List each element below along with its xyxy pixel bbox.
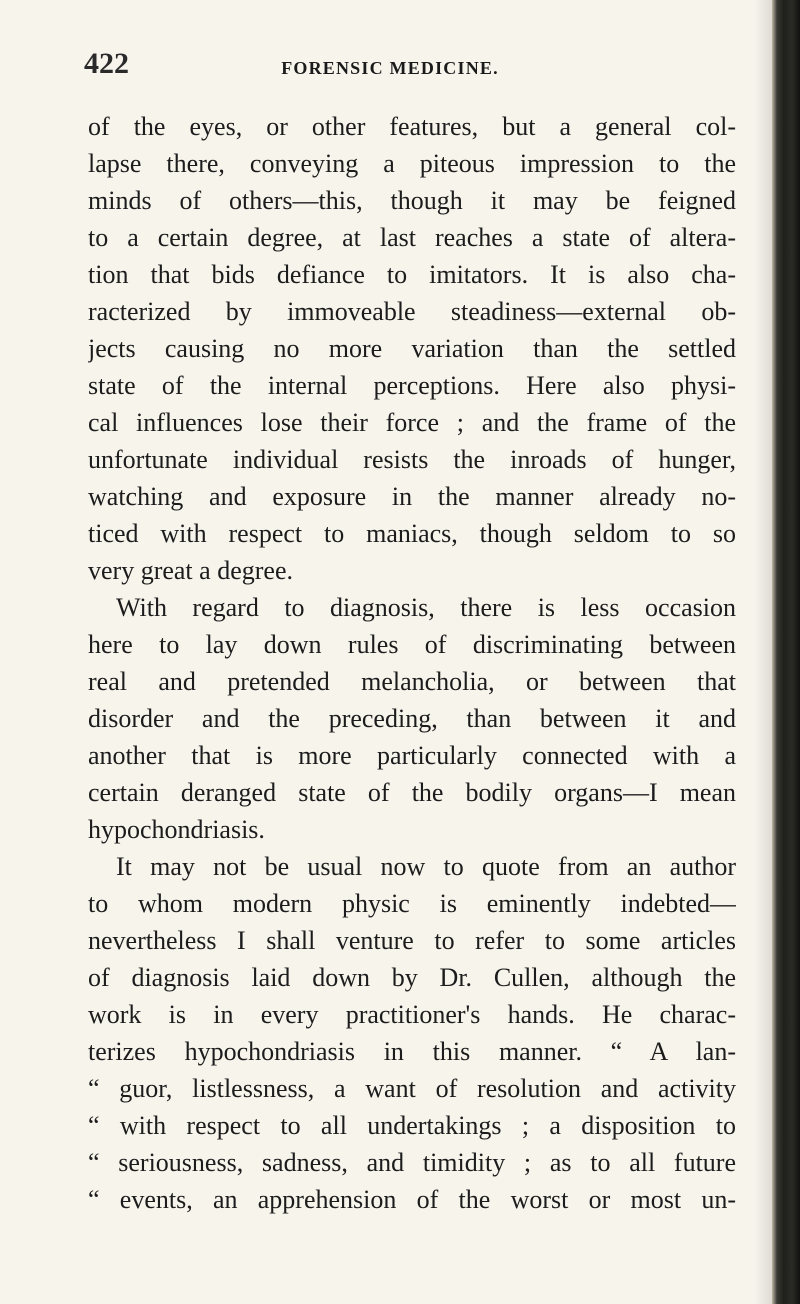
page-fold-shadow xyxy=(754,0,772,1304)
text-line: “ seriousness, sadness, and timidity ; as to all future xyxy=(88,1148,736,1177)
text-line: “ guor, listlessness, a want of resolution and activity xyxy=(88,1074,736,1103)
running-head: FORENSIC MEDICINE. xyxy=(281,58,499,78)
page-number: 422 xyxy=(84,47,129,80)
text-line: real and pretended melancholia, or between that xyxy=(88,667,736,696)
binding-edge xyxy=(772,0,800,1304)
text-line: very great a degree. xyxy=(88,556,293,585)
text-line: here to lay down rules of discriminating between xyxy=(88,630,736,659)
text-line: of diagnosis laid down by Dr. Cullen, although the xyxy=(88,963,736,992)
text-line: racterized by immoveable steadiness—external ob- xyxy=(88,297,736,326)
text-line: to a certain degree, at last reaches a state of altera- xyxy=(88,223,736,252)
text-line: minds of others—this, though it may be feigned xyxy=(88,186,736,215)
text-line: “ events, an apprehension of the worst or most un- xyxy=(88,1185,736,1214)
text-line: disorder and the preceding, than between it and xyxy=(88,704,736,733)
text-line: ticed with respect to maniacs, though seldom to so xyxy=(88,519,736,548)
text-line: hypochondriasis. xyxy=(88,815,265,844)
text-line: cal influences lose their force ; and the frame of the xyxy=(88,408,736,437)
text-line: It may not be usual now to quote from an author xyxy=(116,852,736,881)
text-line: terizes hypochondriasis in this manner. “ A lan- xyxy=(88,1037,736,1066)
text-line: jects causing no more variation than the settled xyxy=(88,334,736,363)
text-line: nevertheless I shall venture to refer to some articles xyxy=(88,926,736,955)
text-line: another that is more particularly connected with a xyxy=(88,741,736,770)
text-line: “ with respect to all undertakings ; a disposition to xyxy=(88,1111,736,1140)
page-header xyxy=(0,44,760,84)
text-line: certain deranged state of the bodily organs—I mean xyxy=(88,778,736,807)
text-line: state of the internal perceptions. Here also physi- xyxy=(88,371,736,400)
text-line: With regard to diagnosis, there is less occasion xyxy=(116,593,736,622)
text-line: work is in every practitioner's hands. He charac- xyxy=(88,1000,736,1029)
text-line: to whom modern physic is eminently indebted— xyxy=(88,889,736,918)
text-line: of the eyes, or other features, but a general col- xyxy=(88,112,736,141)
body-text xyxy=(88,108,736,1218)
text-line: lapse there, conveying a piteous impression to the xyxy=(88,149,736,178)
text-line: tion that bids defiance to imitators. It is also cha- xyxy=(88,260,736,289)
text-line: watching and exposure in the manner already no- xyxy=(88,482,736,511)
text-line: unfortunate individual resists the inroads of hunger, xyxy=(88,445,736,474)
